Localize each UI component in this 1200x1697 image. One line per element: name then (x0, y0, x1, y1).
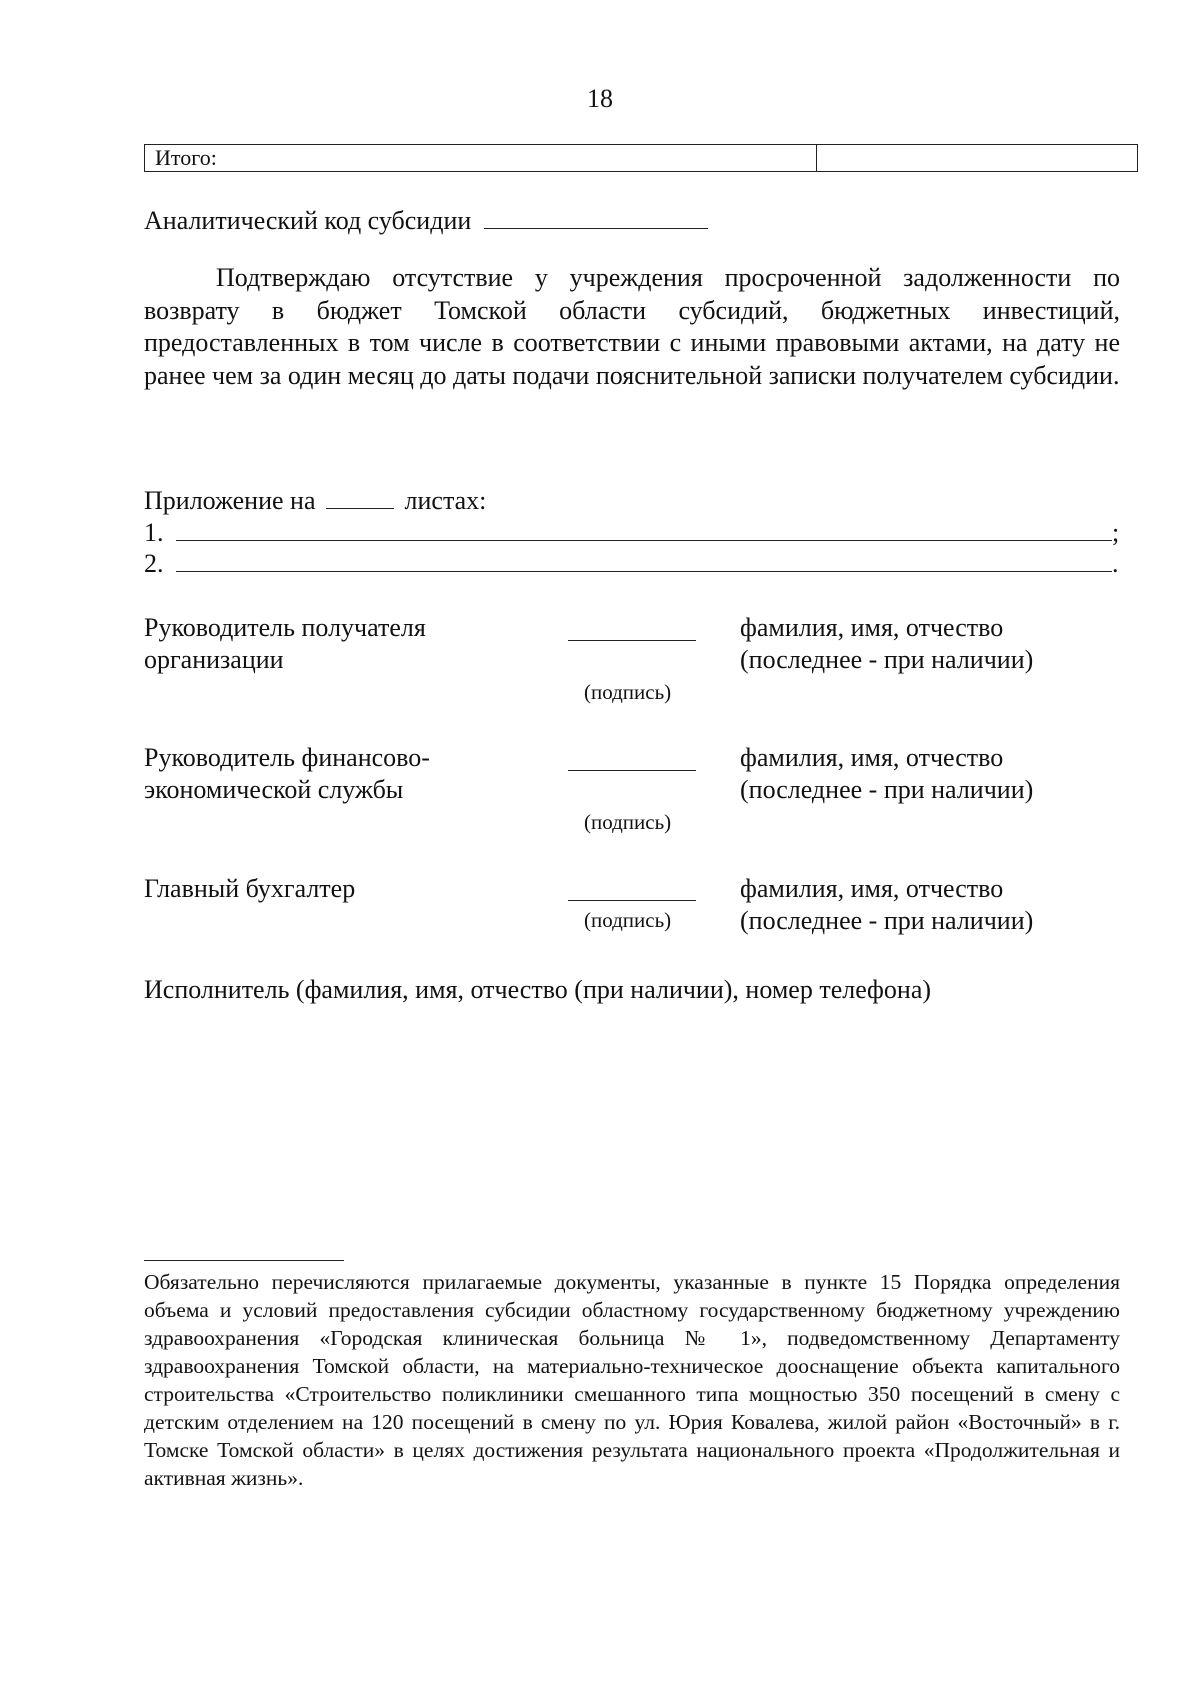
signature-role-line: Руководитель получателя (144, 613, 426, 642)
appendix-item-blank (176, 514, 1112, 541)
signature-name-hint (740, 873, 1033, 937)
footnote-separator (144, 1260, 344, 1261)
total-label-cell: Итого: (145, 145, 817, 171)
signature-role (144, 742, 430, 806)
appendix-item-end: ; (1112, 518, 1120, 547)
signature-name-hint (740, 612, 1033, 676)
appendix-heading (144, 482, 486, 517)
signature-role-line: Главный бухгалтер (144, 874, 356, 903)
executor-line: Исполнитель (фамилия, имя, отчество (при наличии), номер телефона) (144, 975, 932, 1004)
analytic-code-line (144, 202, 708, 237)
analytic-code-label: Аналитический код субсидии (144, 206, 472, 235)
signature-name-line: фамилия, имя, отчество (740, 743, 1004, 772)
signature-caption: (подпись) (584, 810, 672, 834)
signature-line (568, 900, 696, 901)
appendix-prefix: Приложение на (144, 486, 316, 515)
signature-caption: (подпись) (584, 680, 672, 704)
signature-line (568, 770, 696, 771)
signature-role (144, 612, 426, 676)
appendix-item (144, 514, 1124, 549)
page-number: 18 (587, 84, 613, 113)
signature-name-line: фамилия, имя, отчество (740, 874, 1004, 903)
confirmation-paragraph: Подтверждаю отсутствие у учреждения просроченной задолженности по возврату в бюджет Томской области субсидий, бюджетных инвестиций, предоставленных в том числе в соответствии с иными правовыми актами, на дату не ранее чем за один месяц до даты подачи пояснительной записки получателем субсидии. (144, 263, 1120, 390)
total-table (144, 144, 1138, 172)
appendix-item-blank (176, 545, 1112, 572)
signature-name-line: (последнее - при наличии) (740, 906, 1034, 935)
signature-role-line: Руководитель финансово- (144, 743, 430, 772)
footnote-text: Обязательно перечисляются прилагаемые документы, указанные в пункте 15 Порядка определения объема и условий предоставления субсидии областному государственному бюджетному учреждению здравоохранения «Городская клиническая больница № 1», подведомственному Департаменту здравоохранения Томской области, на материально-техническое дооснащение объекта капитального строительства «Строительство поликлиники смешанного типа мощностью 350 посещений в смену с детским отделением на 120 посещений в смену по ул. Юрия Ковалева, жилой район «Восточный» в г. Томске Томской области» в целях достижения результата национального проекта «Продолжительная и активная жизнь». (144, 1270, 1120, 1490)
appendix-item-number: 2. (144, 549, 164, 578)
signature-role-line: экономической службы (144, 775, 404, 804)
signature-name-line: (последнее - при наличии) (740, 775, 1034, 804)
signature-name-line: фамилия, имя, отчество (740, 613, 1004, 642)
appendix-suffix: листах: (404, 486, 487, 515)
appendix-item (144, 545, 1124, 580)
signature-name-hint (740, 742, 1033, 806)
signature-name-line: (последнее - при наличии) (740, 645, 1034, 674)
total-value-cell (817, 145, 1137, 171)
appendix-sheets-blank (326, 482, 394, 509)
signature-role-line: организации (144, 645, 284, 674)
signature-caption: (подпись) (584, 908, 672, 932)
analytic-code-blank (484, 202, 708, 229)
signature-role (144, 873, 355, 905)
signature-line (568, 640, 696, 641)
appendix-item-end: . (1112, 549, 1119, 578)
appendix-item-number: 1. (144, 518, 164, 547)
